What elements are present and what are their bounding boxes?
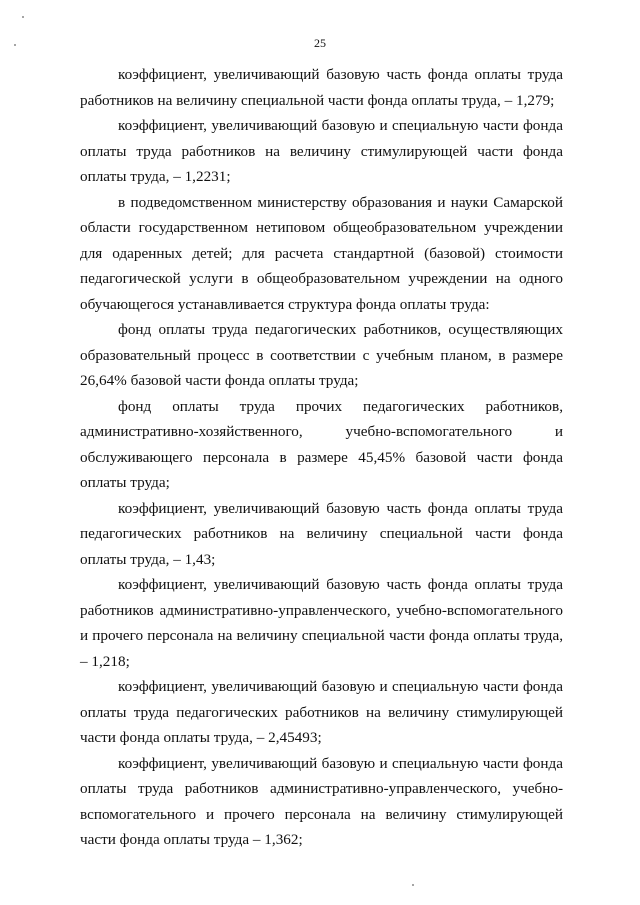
paragraph: коэффициент, увеличивающий базовую часть фонда оплаты труда работников административно-управленческого, учебно-вспомогательного и прочего персонала на величину специальной части фонда оплаты труда, – 1,218; (80, 576, 563, 670)
scan-speck (412, 884, 414, 886)
paragraph: коэффициент, увеличивающий базовую и специальную части фонда оплаты труда работников на величину стимулирующей части фонда оплаты труда, – 1,2231; (80, 117, 563, 185)
paragraph: фонд оплаты труда педагогических работников, осуществляющих образовательный процесс в соответствии с учебным планом, в размере 26,64% базовой части фонда оплаты труда; (80, 321, 563, 389)
paragraph: коэффициент, увеличивающий базовую часть фонда оплаты труда педагогических работников на величину специальной части фонда оплаты труда, – 1,43; (80, 499, 563, 568)
paragraph: коэффициент, увеличивающий базовую и специальную части фонда оплаты труда педагогических работников на величину стимулирующей части фонда оплаты труда, – 2,45493; (80, 678, 563, 746)
paragraph: в подведомственном министерству образования и науки Самарской области государственном нетиповом общеобразовательном учреждении для одаренных детей; для расчета стандартной (базовой) стоимости педагогической услуги в общеобразовательном учреждении на одного обучающегося устанавливается структура фонда оплаты труда: (80, 193, 563, 313)
paragraph: коэффициент, увеличивающий базовую часть фонда оплаты труда работников на величину специальной части фонда оплаты труда, – 1,279; (80, 66, 563, 109)
paragraph: коэффициент, увеличивающий базовую и специальную части фонда оплаты труда работников административно-управленческого, учебно-вспомогательного и прочего персонала на величину стимулирующей части фонда оплаты труда – 1,362; (80, 754, 563, 848)
page-number: 25 (314, 36, 326, 50)
document-body (80, 62, 563, 853)
scan-speck (22, 16, 24, 18)
paragraph: фонд оплаты труда прочих педагогических работников, административно-хозяйственного, учебно-вспомогательного и обслуживающего персонала в размере 45,45% базовой части фонда оплаты труда; (80, 397, 563, 491)
scan-speck (14, 44, 16, 46)
